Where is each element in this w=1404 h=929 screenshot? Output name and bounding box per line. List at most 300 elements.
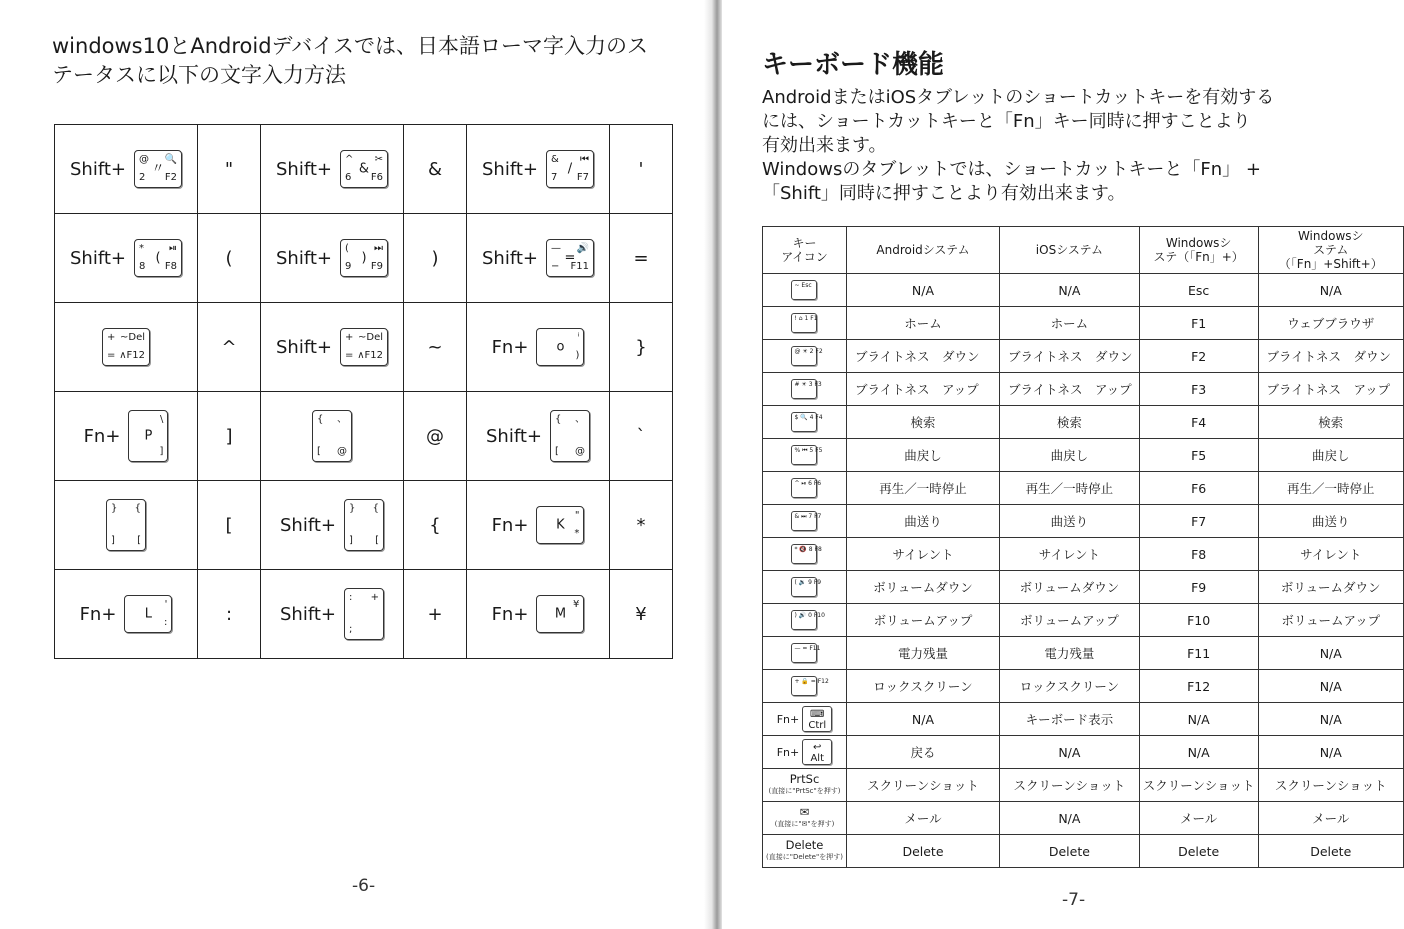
keycap-legend: ; bbox=[349, 624, 353, 635]
header-windows-fn-shift: Windowsシ ステム （「Fn」+Shift+） bbox=[1258, 227, 1404, 274]
ios-function: ブライトネス アップ bbox=[1000, 373, 1140, 406]
windows-fn-function: F1 bbox=[1139, 307, 1258, 340]
fn-modifier: Fn+ bbox=[776, 745, 800, 759]
keycap-legend: { bbox=[317, 414, 324, 425]
modifier-label: Shift+ bbox=[486, 425, 542, 447]
windows-fn-shift-function: N/A bbox=[1258, 703, 1404, 736]
mini-key-icon: * 🔇 8 F8 bbox=[791, 544, 817, 564]
keycap-legend: F8 bbox=[164, 261, 177, 272]
modifier-label: Shift+ bbox=[280, 514, 336, 536]
keycap-legend: ⏭ bbox=[374, 243, 383, 254]
keycap-legend: ∧F12 bbox=[119, 350, 145, 361]
key-combo-cell bbox=[261, 392, 404, 481]
keycap-legend: 〃 bbox=[151, 161, 165, 177]
keycap-legend: ( bbox=[345, 243, 349, 254]
windows-fn-function: F11 bbox=[1139, 637, 1258, 670]
keycap-legend: 🔍 bbox=[164, 154, 177, 165]
ios-function: Delete bbox=[1000, 835, 1140, 868]
keycap-legend: ' bbox=[164, 599, 168, 610]
android-function: 電力残量 bbox=[846, 637, 999, 670]
key-icon-cell bbox=[763, 307, 847, 340]
output-character: [ bbox=[198, 481, 261, 570]
output-character: } bbox=[610, 303, 673, 392]
keycap-legend: ] bbox=[159, 446, 164, 457]
android-function: ボリュームアップ bbox=[846, 604, 999, 637]
direct-key-note: (直接に"PrtSc"を押す) bbox=[768, 787, 841, 795]
android-function: ボリュームダウン bbox=[846, 571, 999, 604]
keycap-icon bbox=[340, 150, 388, 188]
output-character: & bbox=[404, 125, 467, 214]
modifier-label: Fn+ bbox=[491, 336, 529, 358]
keycap-legend: P bbox=[144, 428, 153, 444]
windows-fn-shift-function: 曲送り bbox=[1258, 505, 1404, 538]
function-row bbox=[763, 274, 1404, 307]
keycap-legend: 7 bbox=[551, 172, 558, 183]
keycap-icon bbox=[106, 499, 146, 551]
keycap-icon bbox=[134, 239, 182, 277]
intro-line: Windowsのタブレットでは、ショートカットキーと「Fn」 + bbox=[762, 159, 1261, 180]
key-combo-cell bbox=[55, 303, 198, 392]
mini-key-icon: ! ⌂ 1 F1 bbox=[791, 313, 817, 333]
output-character: ^ bbox=[198, 303, 261, 392]
windows-fn-function: メール bbox=[1139, 802, 1258, 835]
keycap-legend: F9 bbox=[370, 261, 383, 272]
function-row bbox=[763, 373, 1404, 406]
key-icon-cell bbox=[763, 472, 847, 505]
windows-fn-shift-function: N/A bbox=[1258, 274, 1404, 307]
mini-key-icon: & ⏭ 7 F7 bbox=[791, 511, 817, 531]
keycap-icon bbox=[546, 239, 594, 277]
key-icon-cell bbox=[763, 571, 847, 604]
key-combo-cell bbox=[467, 303, 610, 392]
modifier-label: Shift+ bbox=[276, 158, 332, 180]
output-character: ' bbox=[610, 125, 673, 214]
windows-fn-shift-function: スクリーンショット bbox=[1258, 769, 1404, 802]
direct-key-name: ✉ bbox=[799, 805, 810, 819]
keycap-legend: 、 bbox=[337, 414, 347, 425]
windows-fn-shift-function: ウェブブラウザ bbox=[1258, 307, 1404, 340]
keycap-icon bbox=[550, 410, 590, 462]
keycap-legend: F2 bbox=[164, 172, 177, 183]
keycap-legend: & bbox=[358, 161, 370, 177]
keycap-legend: * bbox=[574, 528, 580, 539]
keycap-legend: 8 bbox=[139, 261, 146, 272]
table-header-row bbox=[763, 227, 1404, 274]
ios-function: サイレント bbox=[1000, 538, 1140, 571]
windows-fn-function: N/A bbox=[1139, 703, 1258, 736]
keycap-legend: { bbox=[372, 503, 379, 514]
output-character: ` bbox=[610, 392, 673, 481]
key-character-map-table bbox=[54, 124, 673, 659]
key-combo-cell bbox=[55, 392, 198, 481]
key-combo-cell bbox=[467, 392, 610, 481]
keycap-legend: L bbox=[144, 606, 153, 622]
keycap-icon bbox=[124, 595, 172, 633]
function-row bbox=[763, 802, 1404, 835]
direct-key-label bbox=[766, 839, 843, 863]
heading-line: テータスに以下の文字入力方法 bbox=[52, 63, 346, 87]
keycap-legend: ∧F12 bbox=[357, 350, 383, 361]
key-map-row bbox=[55, 125, 673, 214]
function-row bbox=[763, 472, 1404, 505]
output-character: ~ bbox=[404, 303, 467, 392]
android-function: 曲送り bbox=[846, 505, 999, 538]
combo-key-symbol: ↩ bbox=[813, 742, 822, 753]
key-combo-cell bbox=[467, 125, 610, 214]
keycap-icon bbox=[102, 328, 150, 366]
windows-fn-function: F2 bbox=[1139, 340, 1258, 373]
mini-key-icon: ) 🔊 0 F10 bbox=[791, 610, 817, 630]
intro-text bbox=[762, 86, 1342, 206]
key-map-row bbox=[55, 570, 673, 659]
function-row bbox=[763, 703, 1404, 736]
left-page-heading bbox=[52, 32, 672, 90]
keycap-icon bbox=[340, 239, 388, 277]
android-function: N/A bbox=[846, 703, 999, 736]
keycap-legend: : bbox=[164, 617, 168, 628]
key-map-row bbox=[55, 392, 673, 481]
direct-key-note: (直接に"Delete"を押す) bbox=[766, 853, 843, 861]
intro-line: 有効出来ます。 bbox=[762, 135, 887, 156]
windows-fn-shift-function: サイレント bbox=[1258, 538, 1404, 571]
mini-key-icon: ( 🔉 9 F9 bbox=[791, 577, 817, 597]
keycap-legend: [ bbox=[137, 535, 141, 546]
direct-key-label bbox=[766, 773, 843, 797]
keycap-legend: ⁱ bbox=[577, 332, 580, 343]
direct-key-label bbox=[766, 806, 843, 830]
combo-key-label: Alt bbox=[810, 753, 825, 764]
mini-key-icon: # ☀ 3 F3 bbox=[791, 379, 817, 399]
windows-fn-shift-function: N/A bbox=[1258, 670, 1404, 703]
key-combo-cell bbox=[261, 570, 404, 659]
function-row bbox=[763, 307, 1404, 340]
key-combo-cell bbox=[55, 481, 198, 570]
windows-fn-shift-function: N/A bbox=[1258, 637, 1404, 670]
keycap-legend: [ bbox=[555, 446, 559, 457]
ios-function: 再生／一時停止 bbox=[1000, 472, 1140, 505]
header-ios: iOSシステム bbox=[1000, 227, 1140, 274]
keycap-legend: = bbox=[345, 350, 354, 361]
ios-function: ボリュームアップ bbox=[1000, 604, 1140, 637]
intro-line: には、ショートカットキーと「Fn」キー同時に押すことより bbox=[762, 111, 1251, 132]
output-character: @ bbox=[404, 392, 467, 481]
keycap-legend: M bbox=[554, 606, 567, 622]
output-character: * bbox=[610, 481, 673, 570]
android-function: N/A bbox=[846, 274, 999, 307]
heading-line: windows10とAndroidデバイスでは、日本語ローマ字入力のス bbox=[52, 34, 649, 58]
windows-fn-shift-function: Delete bbox=[1258, 835, 1404, 868]
windows-fn-function: Delete bbox=[1139, 835, 1258, 868]
keycap-icon bbox=[312, 410, 352, 462]
key-combo-cell bbox=[55, 125, 198, 214]
keycap-legend: + bbox=[107, 332, 116, 343]
key-icon-cell bbox=[763, 769, 847, 802]
page-number: -6- bbox=[352, 876, 376, 896]
windows-fn-function: F5 bbox=[1139, 439, 1258, 472]
ios-function: N/A bbox=[1000, 802, 1140, 835]
ios-function: ボリュームダウン bbox=[1000, 571, 1140, 604]
keycap-legend: 6 bbox=[345, 172, 352, 183]
keycap-legend: 9 bbox=[345, 261, 352, 272]
key-icon-cell bbox=[763, 340, 847, 373]
windows-fn-shift-function: ボリュームダウン bbox=[1258, 571, 1404, 604]
keycap-legend: @ bbox=[139, 154, 149, 165]
key-combo-cell bbox=[261, 481, 404, 570]
windows-fn-shift-function: ブライトネス ダウン bbox=[1258, 340, 1404, 373]
key-combo-cell bbox=[467, 481, 610, 570]
windows-fn-shift-function: 曲戻し bbox=[1258, 439, 1404, 472]
modifier-label: Shift+ bbox=[70, 247, 126, 269]
key-icon-cell bbox=[763, 373, 847, 406]
keycap-legend: = bbox=[564, 250, 576, 266]
key-combo-cell bbox=[467, 570, 610, 659]
keycap-legend: { bbox=[134, 503, 141, 514]
function-row bbox=[763, 769, 1404, 802]
ios-function: 電力残量 bbox=[1000, 637, 1140, 670]
ios-function: ブライトネス ダウン bbox=[1000, 340, 1140, 373]
keycap-legend: { bbox=[555, 414, 562, 425]
header-key-icon: キー アイコン bbox=[763, 227, 847, 274]
mini-key-icon: — = F11 bbox=[791, 643, 817, 663]
key-combo-cell bbox=[261, 303, 404, 392]
keycap-icon bbox=[546, 150, 594, 188]
fn-combo bbox=[766, 739, 843, 765]
function-row bbox=[763, 637, 1404, 670]
modifier-label: Shift+ bbox=[276, 336, 332, 358]
windows-fn-shift-function: 検索 bbox=[1258, 406, 1404, 439]
mini-key-icon: ~ Esc bbox=[791, 280, 817, 300]
android-function: スクリーンショット bbox=[846, 769, 999, 802]
keycap-legend: & bbox=[551, 154, 559, 165]
combo-key-label: Ctrl bbox=[808, 720, 827, 731]
android-function: ロックスクリーン bbox=[846, 670, 999, 703]
keycap-legend: ) bbox=[361, 250, 367, 266]
modifier-label: Fn+ bbox=[491, 514, 529, 536]
keycap-icon bbox=[134, 150, 182, 188]
modifier-label: Fn+ bbox=[83, 425, 121, 447]
keycap-legend: [ bbox=[375, 535, 379, 546]
function-row bbox=[763, 604, 1404, 637]
key-icon-cell bbox=[763, 439, 847, 472]
key-icon-cell bbox=[763, 736, 847, 769]
ios-function: 検索 bbox=[1000, 406, 1140, 439]
windows-fn-shift-function: N/A bbox=[1258, 736, 1404, 769]
mini-key-icon: ^ ⏯ 6 F6 bbox=[791, 478, 817, 498]
intro-line: 「Shift」同時に押すことより有効出来ます。 bbox=[762, 183, 1126, 204]
keycap-legend: ) bbox=[575, 350, 580, 361]
windows-fn-shift-function: ブライトネス アップ bbox=[1258, 373, 1404, 406]
windows-fn-function: F3 bbox=[1139, 373, 1258, 406]
keycap-legend: : bbox=[349, 592, 353, 603]
keycap-legend: / bbox=[567, 161, 573, 177]
keycap-legend: ~Del bbox=[119, 332, 145, 343]
key-map-row bbox=[55, 214, 673, 303]
windows-fn-function: F12 bbox=[1139, 670, 1258, 703]
keycap-legend: ] bbox=[349, 535, 353, 546]
function-row bbox=[763, 505, 1404, 538]
android-function: 戻る bbox=[846, 736, 999, 769]
modifier-label: Shift+ bbox=[280, 603, 336, 625]
keycap-legend: ⏮ bbox=[580, 154, 589, 165]
keycap-legend: — bbox=[551, 243, 561, 254]
keycap-legend: @ bbox=[575, 446, 585, 457]
keycap-legend: * bbox=[139, 243, 144, 254]
android-function: 再生／一時停止 bbox=[846, 472, 999, 505]
keycap-legend: + bbox=[345, 332, 354, 343]
ios-function: 曲送り bbox=[1000, 505, 1140, 538]
output-character: ) bbox=[404, 214, 467, 303]
keycap-legend: F6 bbox=[370, 172, 383, 183]
windows-fn-function: F9 bbox=[1139, 571, 1258, 604]
key-icon-cell bbox=[763, 637, 847, 670]
keycap-legend: } bbox=[349, 503, 356, 514]
windows-fn-function: F6 bbox=[1139, 472, 1258, 505]
key-combo-cell bbox=[55, 570, 198, 659]
android-function: サイレント bbox=[846, 538, 999, 571]
function-row bbox=[763, 406, 1404, 439]
keycap-legend: ✂ bbox=[374, 154, 383, 165]
mini-key-icon: % ⏮ 5 F5 bbox=[791, 445, 817, 465]
modifier-label: Shift+ bbox=[482, 158, 538, 180]
windows-fn-function: N/A bbox=[1139, 736, 1258, 769]
windows-fn-function: Esc bbox=[1139, 274, 1258, 307]
keycap-legend: F11 bbox=[570, 261, 589, 272]
function-row bbox=[763, 571, 1404, 604]
windows-fn-function: F7 bbox=[1139, 505, 1258, 538]
ios-function: N/A bbox=[1000, 736, 1140, 769]
right-page bbox=[722, 0, 1404, 929]
keycap-icon bbox=[536, 595, 584, 633]
direct-key-note: (直接に"✉"を押す) bbox=[774, 820, 835, 828]
modifier-label: Shift+ bbox=[482, 247, 538, 269]
keycap-icon bbox=[344, 588, 384, 640]
key-combo-cell bbox=[55, 214, 198, 303]
key-icon-cell bbox=[763, 802, 847, 835]
keycap-legend: ] bbox=[111, 535, 115, 546]
key-icon-cell bbox=[763, 670, 847, 703]
keycap-legend: − bbox=[551, 261, 560, 272]
windows-fn-shift-function: ボリュームアップ bbox=[1258, 604, 1404, 637]
keycap-legend: \ bbox=[160, 414, 164, 425]
android-function: Delete bbox=[846, 835, 999, 868]
function-row bbox=[763, 736, 1404, 769]
keycap-icon bbox=[536, 328, 584, 366]
intro-line: AndroidまたはiOSタブレットのショートカットキーを有効する bbox=[762, 87, 1275, 108]
modifier-label: Fn+ bbox=[79, 603, 117, 625]
direct-key-name: Delete bbox=[785, 838, 824, 852]
section-title: キーボード機能 bbox=[762, 50, 945, 80]
function-row bbox=[763, 835, 1404, 868]
keycap-legend: [ bbox=[317, 446, 321, 457]
output-character: ( bbox=[198, 214, 261, 303]
output-character: ] bbox=[198, 392, 261, 481]
direct-key-name: PrtSc bbox=[789, 772, 820, 786]
keycap-icon bbox=[536, 506, 584, 544]
keycap-legend: 2 bbox=[139, 172, 146, 183]
ios-function: キーボード表示 bbox=[1000, 703, 1140, 736]
fn-combo bbox=[766, 706, 843, 732]
mini-key-icon: @ ☀ 2 F2 bbox=[791, 346, 817, 366]
ios-function: スクリーンショット bbox=[1000, 769, 1140, 802]
android-function: メール bbox=[846, 802, 999, 835]
fn-modifier: Fn+ bbox=[776, 712, 800, 726]
key-icon-cell bbox=[763, 406, 847, 439]
keycap-icon bbox=[340, 328, 388, 366]
key-icon-cell bbox=[763, 274, 847, 307]
windows-fn-function: F4 bbox=[1139, 406, 1258, 439]
windows-fn-function: F10 bbox=[1139, 604, 1258, 637]
windows-fn-function: スクリーンショット bbox=[1139, 769, 1258, 802]
keycap-legend: F7 bbox=[576, 172, 589, 183]
keycap-legend: 🔊 bbox=[576, 243, 589, 254]
header-android: Androidシステム bbox=[846, 227, 999, 274]
header-windows-fn: Windowsシ ステ（「Fn」+） bbox=[1139, 227, 1258, 274]
function-row bbox=[763, 670, 1404, 703]
key-icon-cell bbox=[763, 604, 847, 637]
ios-function: 曲戻し bbox=[1000, 439, 1140, 472]
keycap-icon bbox=[344, 499, 384, 551]
keycap-icon bbox=[128, 410, 168, 462]
combo-key-icon bbox=[802, 706, 832, 732]
keycap-legend: ¥ bbox=[573, 599, 580, 610]
keycap-legend: ~Del bbox=[357, 332, 383, 343]
function-row bbox=[763, 538, 1404, 571]
keycap-legend: = bbox=[107, 350, 116, 361]
function-row bbox=[763, 439, 1404, 472]
android-function: ホーム bbox=[846, 307, 999, 340]
android-function: 曲戻し bbox=[846, 439, 999, 472]
key-combo-cell bbox=[261, 214, 404, 303]
ios-function: N/A bbox=[1000, 274, 1140, 307]
keyboard-function-table bbox=[762, 226, 1404, 868]
modifier-label: Shift+ bbox=[276, 247, 332, 269]
keycap-legend: @ bbox=[337, 446, 347, 457]
windows-fn-shift-function: メール bbox=[1258, 802, 1404, 835]
output-character: : bbox=[198, 570, 261, 659]
windows-fn-function: F8 bbox=[1139, 538, 1258, 571]
key-icon-cell bbox=[763, 505, 847, 538]
page-number: -7- bbox=[1062, 890, 1086, 910]
keycap-legend: 、 bbox=[575, 414, 585, 425]
combo-key-icon bbox=[802, 739, 832, 765]
output-character: { bbox=[404, 481, 467, 570]
windows-fn-shift-function: 再生／一時停止 bbox=[1258, 472, 1404, 505]
keycap-legend: ( bbox=[155, 250, 161, 266]
output-character: ¥ bbox=[610, 570, 673, 659]
output-character: + bbox=[404, 570, 467, 659]
keycap-legend: ^ bbox=[345, 154, 354, 165]
android-function: ブライトネス アップ bbox=[846, 373, 999, 406]
keycap-legend: o bbox=[556, 339, 565, 355]
ios-function: ホーム bbox=[1000, 307, 1140, 340]
key-map-row bbox=[55, 303, 673, 392]
modifier-label: Shift+ bbox=[70, 158, 126, 180]
keycap-legend: " bbox=[574, 510, 580, 521]
output-character: = bbox=[610, 214, 673, 303]
key-map-row bbox=[55, 481, 673, 570]
keycap-legend: K bbox=[556, 517, 565, 533]
android-function: 検索 bbox=[846, 406, 999, 439]
mini-key-icon: + 🔒 = F12 bbox=[791, 676, 817, 696]
key-combo-cell bbox=[261, 125, 404, 214]
key-icon-cell bbox=[763, 703, 847, 736]
output-character: " bbox=[198, 125, 261, 214]
mini-key-icon: $ 🔍 4 F4 bbox=[791, 412, 817, 432]
keycap-legend: + bbox=[370, 592, 379, 603]
ios-function: ロックスクリーン bbox=[1000, 670, 1140, 703]
function-row bbox=[763, 340, 1404, 373]
modifier-label: Fn+ bbox=[491, 603, 529, 625]
